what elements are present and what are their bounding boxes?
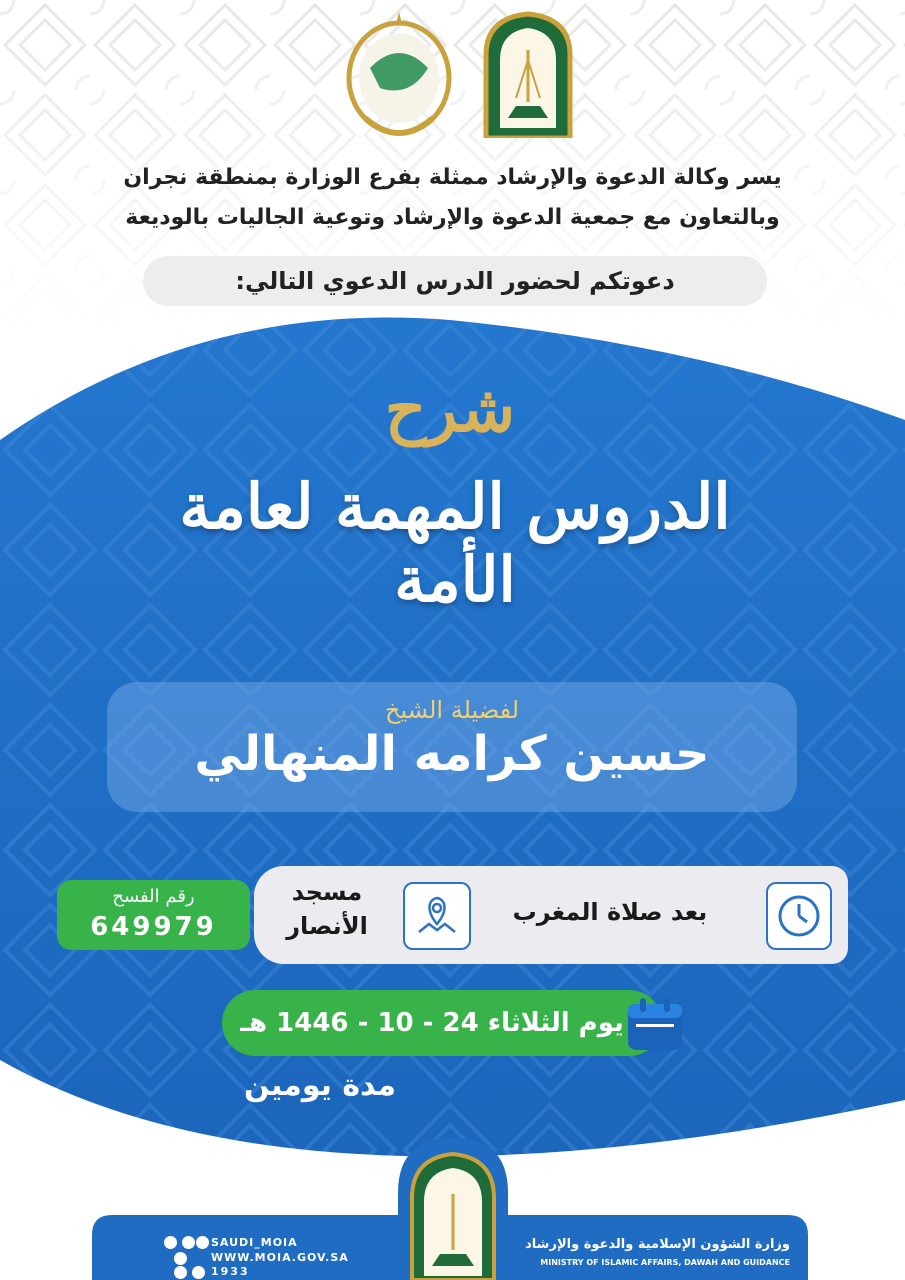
instagram-icon bbox=[196, 1236, 209, 1249]
invitation-banner bbox=[143, 256, 767, 306]
permit-number: 649979 bbox=[90, 912, 217, 942]
phone-icon bbox=[192, 1266, 205, 1279]
twitter-icon bbox=[164, 1236, 177, 1249]
clock-icon bbox=[766, 882, 832, 950]
date-pill bbox=[222, 990, 662, 1056]
ministry-logo bbox=[478, 10, 578, 138]
ministry-name-english: MINISTRY OF ISLAMIC AFFAIRS, DAWAH AND GUIDANCE bbox=[540, 1258, 790, 1267]
sheikh-box bbox=[107, 682, 797, 812]
calendar-icon bbox=[622, 996, 688, 1054]
intro-line-1: يسر وكالة الدعوة والإرشاد ممثلة بفرع الوزارة بمنطقة نجران bbox=[123, 165, 782, 190]
phone-number: 1933 bbox=[211, 1265, 250, 1278]
youtube-icon bbox=[182, 1236, 195, 1249]
mosque-label: مسجد bbox=[291, 878, 363, 906]
website-icon bbox=[174, 1252, 187, 1265]
title-prefix: شرح bbox=[384, 372, 516, 447]
intro-line-2: وبالتعاون مع جمعية الدعوة والإرشاد وتوعية الجاليات بالوديعة bbox=[125, 205, 780, 230]
date-text: يوم الثلاثاء 24 - 10 - 1446 هـ bbox=[240, 1008, 624, 1038]
map-pin-icon bbox=[403, 882, 471, 950]
facebook-icon bbox=[174, 1266, 187, 1279]
dawah-association-logo bbox=[340, 8, 458, 143]
invitation-text: دعوتكم لحضور الدرس الدعوي التالي: bbox=[235, 267, 675, 295]
title-main: الدروس المهمة لعامة الأمة bbox=[179, 470, 731, 616]
sheikh-name: حسين كرامه المنهالي bbox=[194, 726, 710, 782]
time-text: بعد صلاة المغرب bbox=[512, 898, 708, 926]
social-handle: SAUDI_MOIA bbox=[211, 1236, 298, 1249]
ministry-logo-footer bbox=[398, 1138, 508, 1280]
duration-text: مدة يومين bbox=[244, 1068, 396, 1103]
ministry-name-arabic: وزارة الشؤون الإسلامية والدعوة والإرشاد bbox=[525, 1237, 790, 1252]
permit-label: رقم الفسح bbox=[112, 886, 195, 907]
website-url: WWW.MOIA.GOV.SA bbox=[211, 1251, 349, 1264]
permit-box bbox=[57, 880, 250, 950]
sheikh-label: لفضيلة الشيخ bbox=[384, 696, 520, 724]
mosque-name: الأنصار bbox=[286, 912, 368, 940]
